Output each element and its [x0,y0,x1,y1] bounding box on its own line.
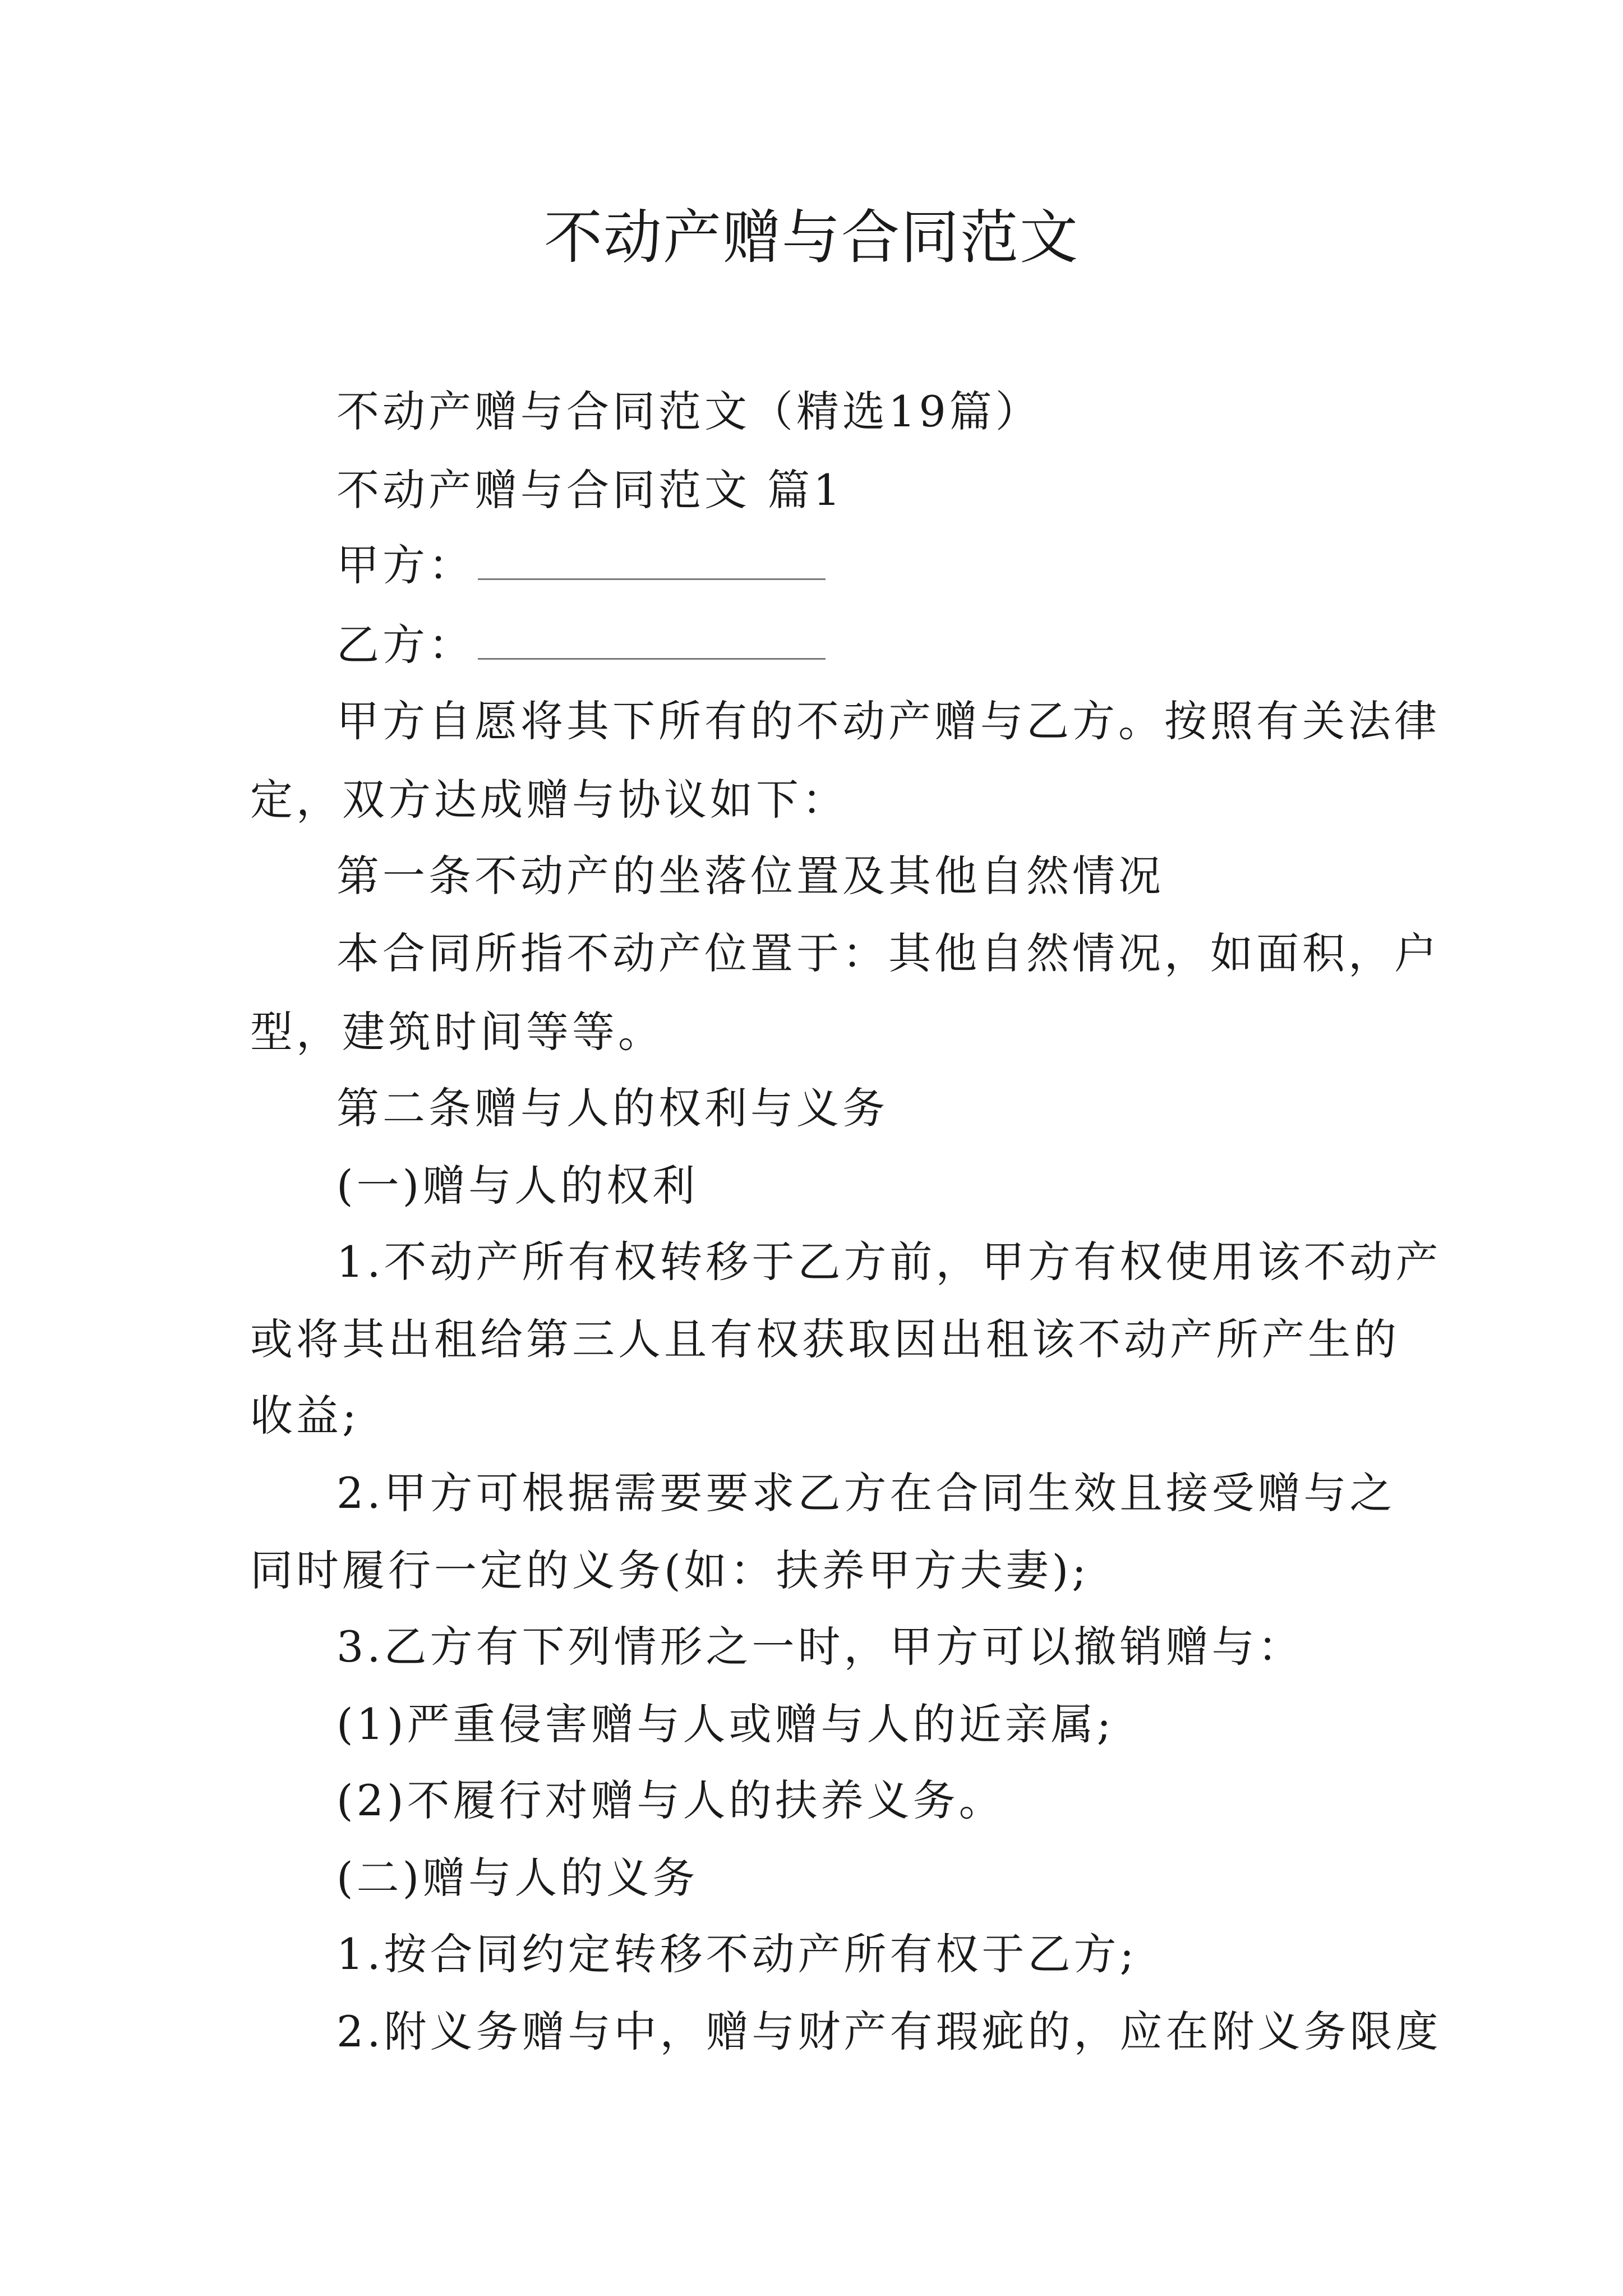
party-b-blank [478,623,826,660]
party-a-line [336,539,826,592]
right-1-line: 1.不动产所有权转移于乙方前，甲方有权使用该不动产 [336,1237,1442,1287]
intro-paragraph-line: 甲方自愿将其下所有的不动产赠与乙方。按照有关法律 [336,696,1440,746]
right-3-item-1: (1)严重侵害赠与人或赠与人的近亲属; [336,1699,1115,1749]
clause-1-text-line: 本合同所指不动产位置于：其他自然情况，如面积，户 [336,928,1440,978]
right-1-line: 或将其出租给第三人且有权获取因出租该不动产所产生的 [250,1314,1400,1364]
right-2-line: 2.甲方可根据需要要求乙方在合同生效且接受赠与之 [336,1468,1396,1518]
article-heading: 不动产赠与合同范文 篇1 [336,465,844,515]
party-a-label: 甲方： [336,540,474,590]
party-a-blank [478,544,826,580]
intro-paragraph-line: 定，双方达成赠与协议如下： [250,775,848,825]
party-b-label: 乙方： [336,620,474,670]
party-b-line [336,618,826,672]
duty-2-line: 2.附义务赠与中，赠与财产有瑕疵的，应在附义务限度 [336,2007,1442,2056]
document-title: 不动产赠与合同范文 [543,203,1079,272]
right-1-line: 收益; [250,1391,360,1441]
right-3-item-2: (2)不履行对赠与人的扶养义务。 [336,1775,1005,1825]
right-3-line: 3.乙方有下列情形之一时，甲方可以撤销赠与： [336,1622,1304,1672]
duties-heading: (二)赠与人的义务 [336,1853,699,1903]
clause-1-text-line: 型，建筑时间等等。 [250,1007,664,1057]
right-2-line: 同时履行一定的义务(如：扶养甲方夫妻); [250,1545,1090,1595]
clause-2-heading: 第二条赠与人的权利与义务 [336,1083,888,1133]
document-subtitle: 不动产赠与合同范文（精选19篇） [336,386,1041,436]
clause-1-heading: 第一条不动产的坐落位置及其他自然情况 [336,851,1164,901]
rights-heading: (一)赠与人的权利 [336,1161,699,1211]
duty-1-line: 1.按合同约定转移不动产所有权于乙方; [336,1929,1138,1979]
